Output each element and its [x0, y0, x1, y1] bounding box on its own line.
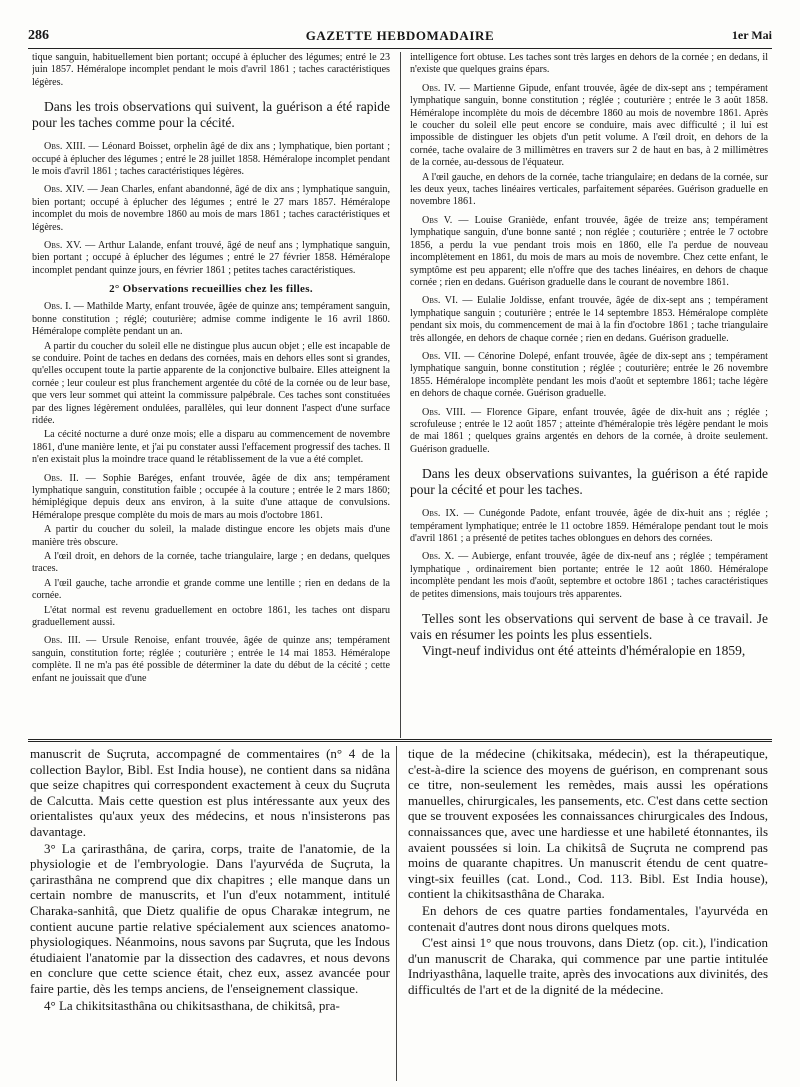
observation	[410, 508, 768, 545]
observation	[32, 240, 390, 277]
observation-label: Obs. X.	[422, 551, 455, 563]
journal-title: GAZETTE HEBDOMADAIRE	[305, 28, 495, 43]
observation	[410, 351, 768, 401]
paragraph: A partir du coucher du soleil elle ne distingue plus aucun objet ; elle est incapable de se conduire. Point de taches en dedans des cornées, mais en dehors elles sont si grandes, qu'elles occupent toute la partie apparente de la conjonctive bulbaire. Elles atteignent la cornée ; leur couleur est plus franchement argentée du côté de la cornée ou de leur base, que vers leur sommet qui atteint la commissure palpébrale. Ces taches sont constituées par des lignes légèrement ondulées, parallèles, qui leur donnent l'aspect d'une surface ridée.	[32, 340, 390, 426]
observation-text: — Léonard Boisset, orphelin âgé de dix ans ; lymphatique, bien portant ; occupé à éplucher des légumes ; entré le 28 juillet 1858. Héméralope incomplet pendant le mois d'avril 1861 ; taches caractéristiques légères.	[32, 141, 390, 178]
summary-sentence: Dans les trois observations qui suivent, la guérison a été rapide pour les taches comme pour la cécité.	[32, 99, 390, 131]
observation-label: Obs. VII.	[422, 350, 461, 362]
upper-section	[28, 52, 772, 738]
observation-text: — Cunégonde Padote, enfant trouvée, âgée de dix-huit ans ; réglée ; tempérament lymphatique; entrée le 11 octobre 1859. Héméralope pendant tout le mois d'avril 1861 ; a présenté de petites taches oblongues en dehors des cornées.	[410, 508, 768, 544]
observation	[410, 83, 768, 170]
observation	[32, 141, 390, 178]
page-number: 286	[28, 28, 49, 43]
paragraph: A partir du coucher du soleil, la malade distingue encore les objets mais d'une manière très obscure.	[32, 524, 390, 548]
lower-right-column	[408, 746, 768, 1081]
observation-label: Obs V.	[422, 214, 453, 226]
observation-label: Obs. XIV.	[44, 184, 85, 196]
observation-label: Obs. IX.	[422, 508, 459, 520]
observation-label: Obs. I.	[44, 301, 71, 313]
summary-sentence: Vingt-neuf individus ont été atteints d'héméralopie en 1859,	[422, 643, 746, 659]
paragraph: A l'œil gauche, tache arrondie et grande comme une lentille ; rien en dedans de la cornée.	[32, 577, 390, 602]
observation	[32, 301, 390, 338]
observation-text: — Martienne Gipude, enfant trouvée, âgée de dix-sept ans ; tempérament lymphatique sanguin, bonne constitution ; réglée ; couturière ; entrée le 3 août 1858. Héméralope incomplète du mois de décembre 1860 au mois de novembre 1861. Après le coucher du soleil elle peut encore se conduire, mais avec difficulté ; il lui est impossible de distinguer les objets d'un petit volume. A l'œil droit, en dehors de la cornée, tache ovalaire de 3 millimètres en travers sur 2 de haut en bas, à 2 millimètres de la cornée, au-dessous de l'équateur.	[410, 82, 768, 169]
paragraph: A l'œil droit, en dehors de la cornée, tache triangulaire, large ; en dedans, quelques traces.	[32, 551, 390, 575]
observation-label: Obs. II.	[44, 472, 79, 484]
observation-label: Obs. XV.	[44, 240, 82, 252]
paragraph: manuscrit de Suçruta, accompagné de commentaires (n° 4 de la collection Baylor, Bibl. Est India house), ne contient dans sa nidâna que seize chapitres qui correspondent exactement à ceux du Suçruta de Calcutta. Mais cette question est plus intéressante aux yeux des orientalistes qu'aux yeux des médecins, et nous n'insisterons pas davantage.	[30, 746, 390, 839]
observation-text: — Eulalie Joldisse, enfant trouvée, âgée de dix-sept ans ; tempérament lymphatique sanguin ; couturière ; entrée le 14 septembre 1853. Héméralope complète pendant six mois, du commencement de mai à la fin d'octobre 1861 ; tache triangulaire très allongée, en dehors de chaque cornée ; rien en dedans. Guérison graduelle.	[410, 295, 768, 344]
observation-text: — Florence Gipare, enfant trouvée, âgée de dix-huit ans ; réglée ; scrofuleuse ; entrée le 12 août 1857 ; atteinte d'héméralopie très légère pendant le mois de mai 1861 ; quelques grains argentés en dehors de la cornée, à droite seulement. Guérison graduelle.	[410, 406, 768, 455]
upper-left-column	[32, 52, 390, 738]
observation	[410, 295, 768, 345]
observation	[410, 215, 768, 289]
observation	[410, 407, 768, 457]
observation	[410, 551, 768, 601]
observation	[32, 635, 390, 685]
observation	[32, 184, 390, 234]
upper-right-column	[410, 52, 768, 738]
paragraph: La cécité nocturne a duré onze mois; elle a disparu au commencement de novembre 1861, d'une manière lente, et j'ai pu constater aussi l'effacement progressif des taches. Il n'en existait plus la moindre trace quand le rétablissement de la vue a été complet.	[32, 429, 390, 466]
paragraph: A l'œil gauche, en dehors de la cornée, tache triangulaire; en dedans de la cornée, sur les deux yeux, taches linéaires verticales, parfaitement séparées. Guérison graduelle en novembre 1861.	[410, 171, 768, 208]
paragraph: 4° La chikitsitasthâna ou chikitsasthana, de chikitsâ, pra-	[44, 997, 340, 1013]
observation-text: — Arthur Lalande, enfant trouvé, âgé de neuf ans ; lymphatique sanguin, bien portant ; occupé à éplucher des légumes ; entré le 27 février 1858. Héméralope incomplet pendant quinze jours, en février 1861 ; petites taches caractéristiques.	[32, 240, 390, 276]
observation-text: — Ursule Renoise, enfant trouvée, âgée de quinze ans; tempérament sanguin, constitution forte; réglée ; couturière ; entrée le 14 mai 1853. Héméralope complète. Il ne m'a pas été possible de déterminer la date du début de la cécité ; cette enfant ne jouissait que d'une	[32, 635, 390, 684]
issue-date: 1er Mai	[731, 28, 772, 42]
observation-label: Obs. XIII.	[44, 141, 86, 153]
paragraph: 3° La çarirasthâna, de çarira, corps, traite de l'anatomie, de la physiologie et de l'embryologie. Dans l'ayurvéda de Suçruta, la çarirasthâna ne comprend que dix chapitres ; elle manque dans un certain nombre de manuscrits, et l'un d'eux notamment, intitulé Charaka-sanhitâ, que Dietz qualifie de opus Charakæ integrum, ne contient aucune partie relative spécialement aux sciences anatomo-physiologiques. Néanmoins, nous savons par Suçruta, que les Indous étudiaient l'anatomie par la dissection des cadavres, et nous devons en conclure que cette science était, chez eux, assez avancée pour faire partie, dès les temps anciens, de l'enseignement classique.	[30, 840, 390, 996]
lower-section	[28, 746, 772, 1081]
paragraph: tique sanguin, habituellement bien portant; occupé à éplucher des légumes; entré le 23 juin 1857. Héméralope incomplet pendant le mois d'avril 1861 ; taches caractéristiques légères.	[32, 52, 390, 88]
summary-sentence: Telles sont les observations qui servent de base à ce travail. Je vais en résumer les points les plus essentiels.	[410, 611, 768, 643]
lower-left-column	[30, 746, 390, 1081]
observation	[32, 473, 390, 523]
observation-label: Obs. III.	[44, 635, 81, 647]
observation-label: Obs. IV.	[422, 82, 456, 94]
observation-label: Obs. VIII.	[422, 406, 466, 418]
paragraph: En dehors de ces quatre parties fondamentales, l'ayurvéda en contenait d'autres dont nous dirons quelques mots.	[408, 902, 768, 934]
observation-text: — Sophie Baréges, enfant trouvée, âgée de dix ans; tempérament lymphatique sanguin, constitution faible ; occupée à la couture ; entrée le 2 mars 1860; hémiplégique depuis deux ans environ, à la suite d'une attaque de convulsions. Héméralope presque complète du mois de mars au mois d'octobre 1861.	[32, 472, 390, 521]
observation-text: — Cénorine Dolepé, enfant trouvée, âgée de dix-sept ans ; tempérament lymphatique sanguin, bonne constitution ; réglée ; couturière; entrée le 26 novembre 1855. Héméralope incomplète pendant les mois d'août et septembre 1861; tache légère en dehors de chaque cornée. Guérison graduelle.	[410, 350, 768, 400]
paragraph: C'est ainsi 1° que nous trouvons, dans Dietz (op. cit.), l'indication d'un manuscrit de Charaka, qui commence par une partie intitulée Indriyasthâna, laquelle traite, après des invocations aux divinités, des difficultés de l'art et de la dignité de la médecine.	[408, 935, 768, 997]
section-separator	[28, 739, 772, 742]
page-header	[28, 25, 772, 47]
observation-text: — Jean Charles, enfant abandonné, âgé de dix ans ; lymphatique sanguin, bien portant; occupé à éplucher des légumes ; entré le 27 mars 1857. Héméralope incomplet du mois de novembre 1860 au mois de mars 1861 ; taches caractéristiques et légères.	[32, 184, 390, 233]
observation-text: — Mathilde Marty, enfant trouvée, âgée de quinze ans; tempérament sanguin, bonne constitution ; réglé; couturière; admise comme indigente le 16 avril 1860. Héméralope complète pendant un an.	[32, 301, 390, 338]
column-divider	[396, 746, 397, 1081]
paragraph: tique de la médecine (chikitsaka, médecin), est la thérapeutique, c'est-à-dire la science des moyens de guérison, en comprenant sous ce titre, non-seulement les remèdes, mais aussi les opérations manuelles, chirurgicales, les pansements, etc. C'est dans cette section que se trouvent exposées les connaissances chirurgicales des Indous, connaissances que, avec une hardiesse et une habileté étonnantes, ils avaient poussées si loin. La chikitsâ de Suçruta ne comprend pas moins de quarante chapitres. Un manuscrit étendu de cent quatre-vingt-six feuilles (cat. Lond., Cod. 113. Bibl. Est India house), contient la chikitsasthâna de Charaka.	[408, 746, 768, 902]
paragraph: L'état normal est revenu graduellement en octobre 1861, les taches ont disparu graduellement aussi.	[32, 604, 390, 629]
observation-text: — Aubierge, enfant trouvée, âgée de dix-neuf ans ; réglée ; tempérament lymphatique , ordinairement bien portante; entrée le 12 août 1860. Héméralope incomplète pendant les mois d'août, septembre et octobre 1861 ; taches caractéristiques de petites dimensions, mais toujours très apparentes.	[410, 551, 768, 600]
summary-sentence: Dans les deux observations suivantes, la guérison a été rapide pour la cécité et pour les taches.	[410, 466, 768, 498]
paragraph: intelligence fort obtuse. Les taches sont très larges en dehors de la cornée ; en dedans, il n'existe que quelques grains épars.	[410, 52, 768, 76]
observation-text: — Louise Granìède, enfant trouvée, âgée de treize ans; tempérament lymphatique sanguin, d'une bonne santé ; non réglée ; couturière ; entrée le 7 octobre 1856, a perdu la vue pendant trois mois en 1860, elle l'a perdue de nouveau incomplètement en 1861, du mois de mars au mois de novembre. Chez cette enfant, le symptôme est peu apparent; elle n'offre que des taches linéaires, en dehors de chaque cornée ; rien en dedans. Guérison graduelle dans le courant de novembre 1861.	[410, 214, 768, 288]
observation-label: Obs. VI.	[422, 295, 458, 307]
column-divider	[400, 52, 401, 738]
header-rule	[28, 48, 772, 49]
section-heading: 2° Observations recueillies chez les filles.	[109, 283, 313, 296]
